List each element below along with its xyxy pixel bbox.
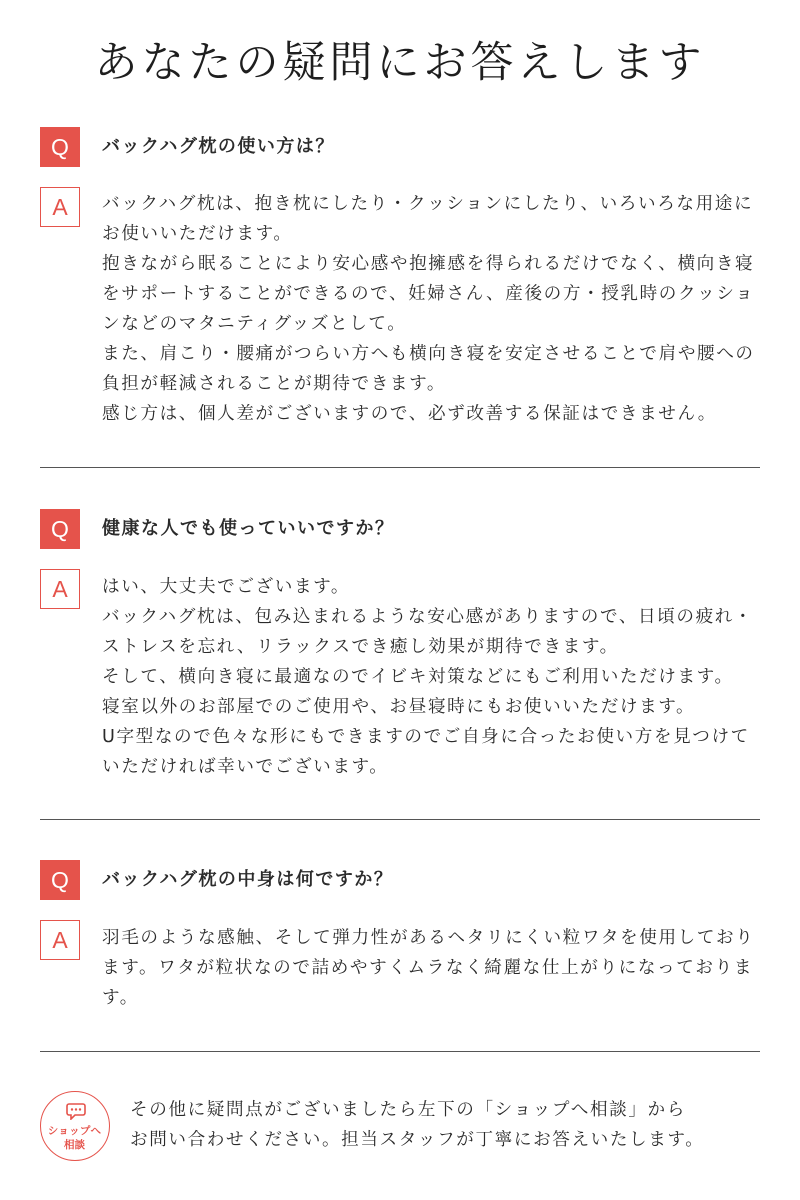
answer-paragraph: 抱きながら眠ることにより安心感や抱擁感を得られるだけでなく、横向き寝をサポートすることができるので、妊婦さん、産後の方・授乳時のクッションなどのマタニティグッズとして。 bbox=[102, 254, 755, 334]
question-text: バックハグ枕の使い方は？ bbox=[102, 136, 335, 157]
question-text: 健康な人でも使っていいですか？ bbox=[102, 518, 395, 539]
answer-badge: A bbox=[40, 569, 80, 609]
question-badge: Q bbox=[40, 509, 80, 549]
consult-badge-label: ショップへ bbox=[47, 1125, 102, 1137]
footer-line: その他に疑問点がございましたら左下の「ショップへ相談」から bbox=[130, 1100, 686, 1120]
footer-line: お問い合わせください。担当スタッフが丁寧にお答えいたします。 bbox=[130, 1130, 705, 1150]
divider bbox=[40, 467, 760, 468]
consult-badge-label: 相談 bbox=[64, 1139, 85, 1151]
answer-paragraph: 寝室以外のお部屋でのご使用や、お昼寝時にもお使いいただけます。 bbox=[102, 697, 696, 717]
question-badge: Q bbox=[40, 860, 80, 900]
answer-paragraph: バックハグ枕は、抱き枕にしたり・クッションにしたり、いろいろな用途にお使いいただけます。 bbox=[102, 194, 754, 244]
consult-footer bbox=[40, 1091, 760, 1167]
answer-badge: A bbox=[40, 920, 80, 960]
divider bbox=[40, 819, 760, 820]
answer-paragraph: はい、大丈夫でございます。 bbox=[102, 577, 351, 597]
shop-consult-badge[interactable] bbox=[40, 1091, 110, 1161]
answer-text bbox=[102, 923, 760, 1013]
answer-paragraph: U字型なので色々な形にもできますのでご自身に合ったお使い方を見つけていただければ幸いでございます。 bbox=[102, 727, 750, 777]
footer-message bbox=[130, 1095, 760, 1155]
page-title: あなたの疑問にお答えします bbox=[94, 38, 706, 88]
question-text: バックハグ枕の中身は何ですか？ bbox=[102, 869, 394, 890]
answer-badge: A bbox=[40, 187, 80, 227]
question-badge: Q bbox=[40, 127, 80, 167]
answer-paragraph: 羽毛のような感触、そして弾力性があるヘタリにくい粒ワタを使用しております。ワタが粒状なので詰めやすくムラなく綺麗な仕上がりになっております。 bbox=[102, 928, 755, 1008]
answer-paragraph: バックハグ枕は、包み込まれるような安心感がありますので、日頃の疲れ・ストレスを忘れ、リラックスでき癒し効果が期待できます。 bbox=[102, 607, 754, 657]
answer-text bbox=[102, 189, 760, 429]
answer-paragraph: また、肩こり・腰痛がつらい方へも横向き寝を安定させることで肩や腰への負担が軽減されることが期待できます。 bbox=[102, 344, 755, 394]
divider bbox=[40, 1051, 760, 1052]
answer-text bbox=[102, 572, 760, 782]
answer-paragraph: そして、横向き寝に最適なのでイビキ対策などにもご利用いただけます。 bbox=[102, 667, 734, 687]
chat-bubble-icon bbox=[66, 1102, 86, 1120]
answer-paragraph: 感じ方は、個人差がございますので、必ず改善する保証はできません。 bbox=[102, 404, 717, 424]
